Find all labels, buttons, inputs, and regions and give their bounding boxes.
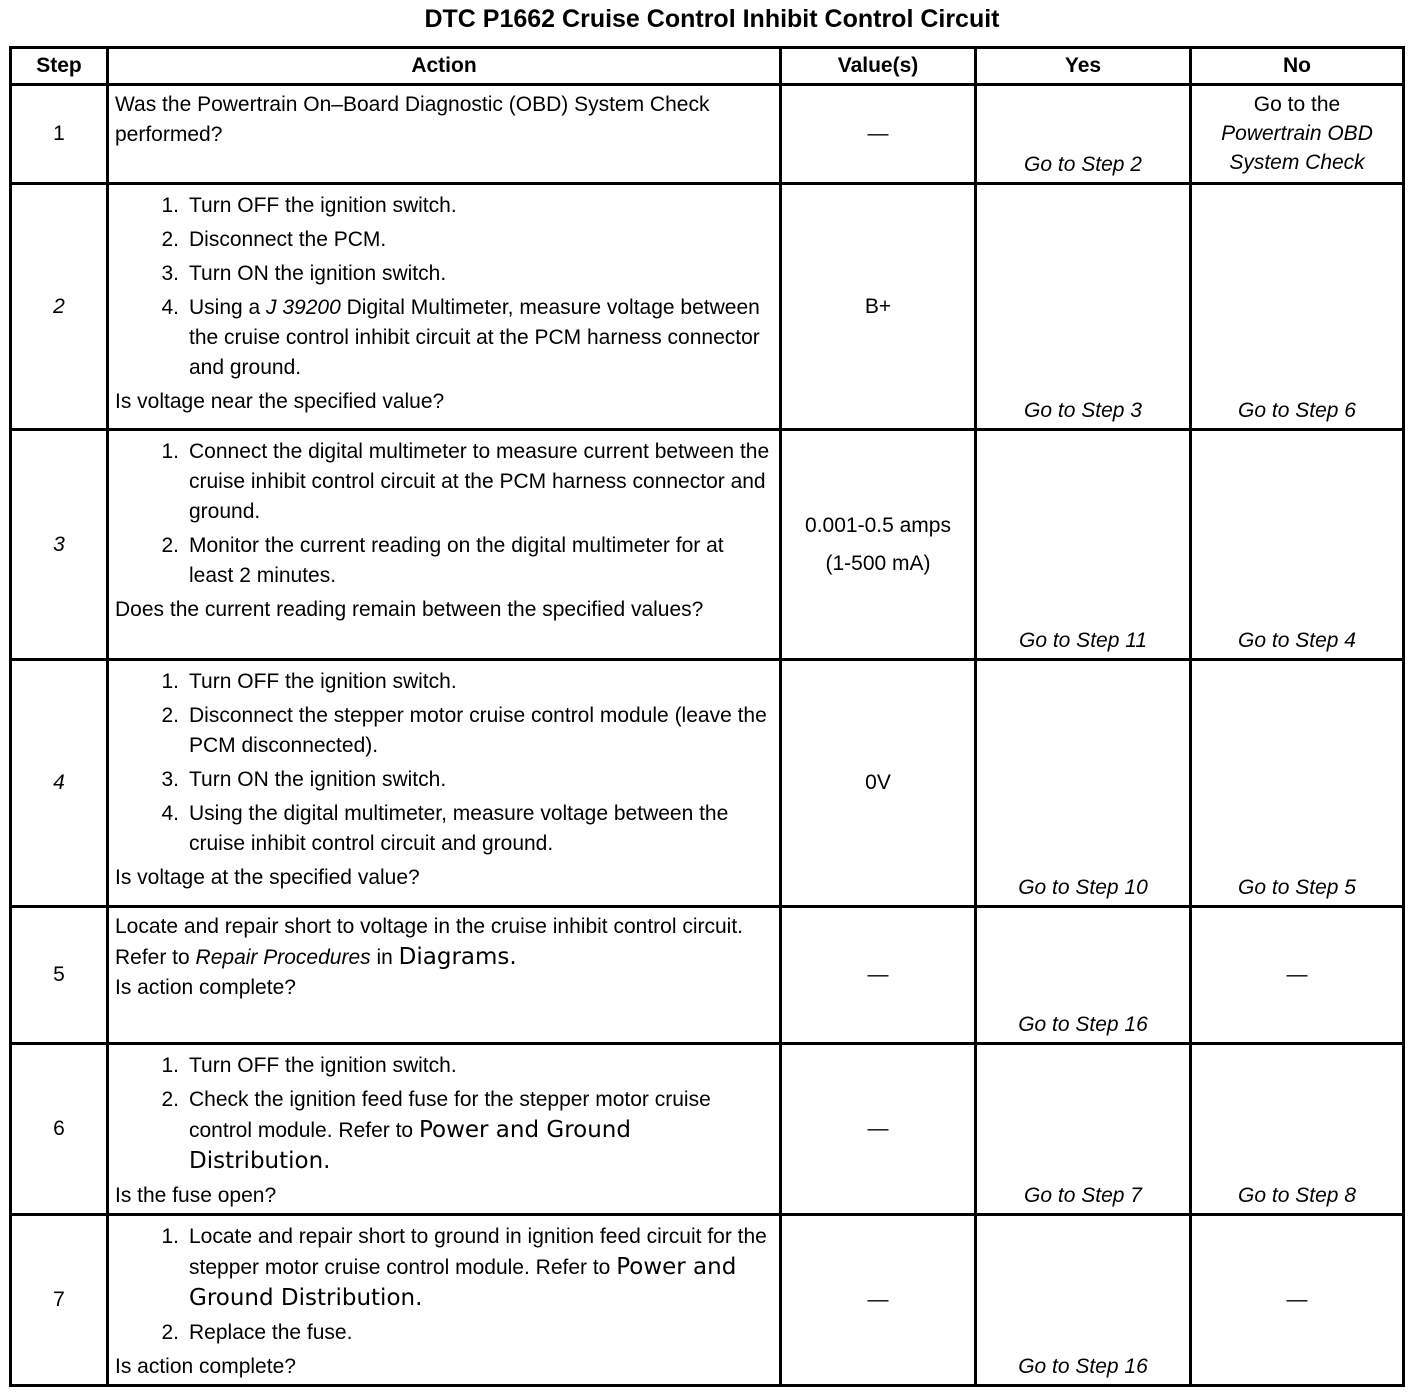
no-link[interactable]: Go to Step 4 (1238, 629, 1356, 652)
list-item: 2. Disconnect the stepper motor cruise control module (leave the PCM disconnected). (161, 704, 767, 757)
list-item: 2. Disconnect the PCM. (161, 228, 387, 251)
step-number: 6 (11, 1044, 108, 1215)
no-dash: — (1286, 1288, 1308, 1311)
list-item: 3. Turn ON the ignition switch. (161, 768, 447, 791)
header-step: Step (11, 48, 108, 85)
value-amps: 0.001-0.5 amps (805, 513, 951, 537)
action-question: Is action complete? (115, 976, 296, 999)
table-row-step-5 (11, 907, 1404, 1044)
step-number: 7 (11, 1215, 108, 1386)
table-row-step-4 (11, 660, 1404, 907)
list-item: 1. Turn OFF the ignition switch. (161, 1054, 457, 1077)
header-row (11, 48, 1404, 85)
list-item: 1. Connect the digital multimeter to measure current between the cruise inhibit control circuit at the PCM harness connector and ground. (161, 440, 770, 523)
no-cell (1191, 907, 1404, 1044)
value-cell (781, 430, 976, 660)
list-item: 4. Using a J 39200 Digital Multimeter, measure voltage between the cruise control inhibit circuit at the PCM harness connector and ground. (161, 296, 760, 379)
list-item: 4. Using the digital multimeter, measure voltage between the cruise inhibit control circuit and ground. (161, 802, 729, 855)
value-cell (781, 85, 976, 184)
no-dash: — (1286, 963, 1308, 986)
header-action: Action (108, 48, 781, 85)
list-item: 2. Replace the fuse. (161, 1321, 353, 1344)
action-question: Is voltage at the specified value? (115, 866, 420, 889)
action-question: Is the fuse open? (115, 1184, 277, 1207)
list-item: 1. Locate and repair short to ground in ignition feed circuit for the stepper motor cruise control module. Refer to Power and Ground Distribution. (161, 1225, 767, 1311)
yes-link[interactable]: Go to Step 11 (1018, 629, 1148, 652)
value-dash: — (867, 122, 889, 145)
value-milliamps: (1-500 mA) (825, 551, 931, 575)
list-item: 1. Turn OFF the ignition switch. (161, 194, 457, 217)
no-cell (1191, 1215, 1404, 1386)
action-text: Locate and repair short to voltage in the cruise inhibit control circuit. Refer to Repair Procedures in Diagrams. (115, 915, 744, 970)
yes-cell (976, 430, 1191, 660)
step-number: 3 (11, 430, 108, 660)
table-row-step-2 (11, 184, 1404, 430)
power-ground-reference: Power and Ground Distribution. (189, 1117, 631, 1174)
no-prefix: Go to the (1253, 93, 1341, 116)
value-cell (781, 1044, 976, 1215)
no-cell (1191, 660, 1404, 907)
value-dash: — (867, 1117, 889, 1140)
yes-link[interactable]: Go to Step 3 (1024, 399, 1142, 422)
power-ground-reference: Power and Ground Distribution. (189, 1254, 737, 1311)
no-cell (1191, 430, 1404, 660)
action-question: Does the current reading remain between the specified values? (115, 598, 704, 621)
action-text: Was the Powertrain On–Board Diagnostic (OBD) System Check performed? (115, 93, 710, 146)
yes-link[interactable]: Go to Step 10 (1018, 876, 1148, 899)
step-number: 2 (11, 184, 108, 430)
no-link[interactable]: Go to Step 6 (1238, 399, 1356, 422)
action-question: Is voltage near the specified value? (115, 390, 445, 413)
repair-procedures-reference: Repair Procedures (195, 946, 371, 969)
list-item: 2. Monitor the current reading on the digital multimeter for at least 2 minutes. (161, 534, 724, 587)
tool-reference: J 39200 (266, 296, 341, 319)
action-cell (108, 85, 781, 184)
table-row-step-1 (11, 85, 1404, 184)
value-cell: 0V (781, 660, 976, 907)
value-cell (781, 907, 976, 1044)
no-link[interactable]: Go to Step 8 (1238, 1184, 1356, 1207)
table-row-step-3 (11, 430, 1404, 660)
page-title: DTC P1662 Cruise Control Inhibit Control Circuit (424, 5, 1000, 33)
step-number: 4 (11, 660, 108, 907)
yes-link[interactable]: Go to Step 16 (1018, 1355, 1148, 1378)
list-item: 3. Turn ON the ignition switch. (161, 262, 447, 285)
step-number: 1 (11, 85, 108, 184)
action-cell (108, 430, 781, 660)
action-cell (108, 907, 781, 1044)
no-cell (1191, 1044, 1404, 1215)
action-cell (108, 1044, 781, 1215)
list-item: 2. Check the ignition feed fuse for the stepper motor cruise control module. Refer to Power and Ground Distribution. (161, 1088, 711, 1174)
yes-cell (976, 184, 1191, 430)
diagrams-reference: Diagrams. (398, 944, 517, 970)
yes-cell (976, 85, 1191, 184)
yes-cell (976, 1215, 1191, 1386)
no-link[interactable]: Go to Step 5 (1238, 876, 1356, 899)
no-cell (1191, 184, 1404, 430)
action-question: Is action complete? (115, 1355, 296, 1378)
table-row-step-6 (11, 1044, 1404, 1215)
action-cell (108, 184, 781, 430)
header-yes: Yes (976, 48, 1191, 85)
action-cell (108, 660, 781, 907)
no-cell (1191, 85, 1404, 184)
value-dash: — (867, 963, 889, 986)
header-no: No (1191, 48, 1404, 85)
no-link[interactable]: Powertrain OBD System Check (1221, 122, 1373, 174)
list-item: 1. Turn OFF the ignition switch. (161, 670, 457, 693)
yes-link[interactable]: Go to Step 2 (1024, 153, 1142, 176)
header-values: Value(s) (781, 48, 976, 85)
value-cell (781, 1215, 976, 1386)
action-cell (108, 1215, 781, 1386)
step-number: 5 (11, 907, 108, 1044)
yes-link[interactable]: Go to Step 7 (1024, 1184, 1142, 1207)
yes-link[interactable]: Go to Step 16 (1018, 1013, 1148, 1036)
value-cell: B+ (781, 184, 976, 430)
yes-cell (976, 1044, 1191, 1215)
table-row-step-7 (11, 1215, 1404, 1386)
yes-cell (976, 660, 1191, 907)
diagnostic-table (9, 46, 1405, 1387)
value-dash: — (867, 1288, 889, 1311)
yes-cell (976, 907, 1191, 1044)
